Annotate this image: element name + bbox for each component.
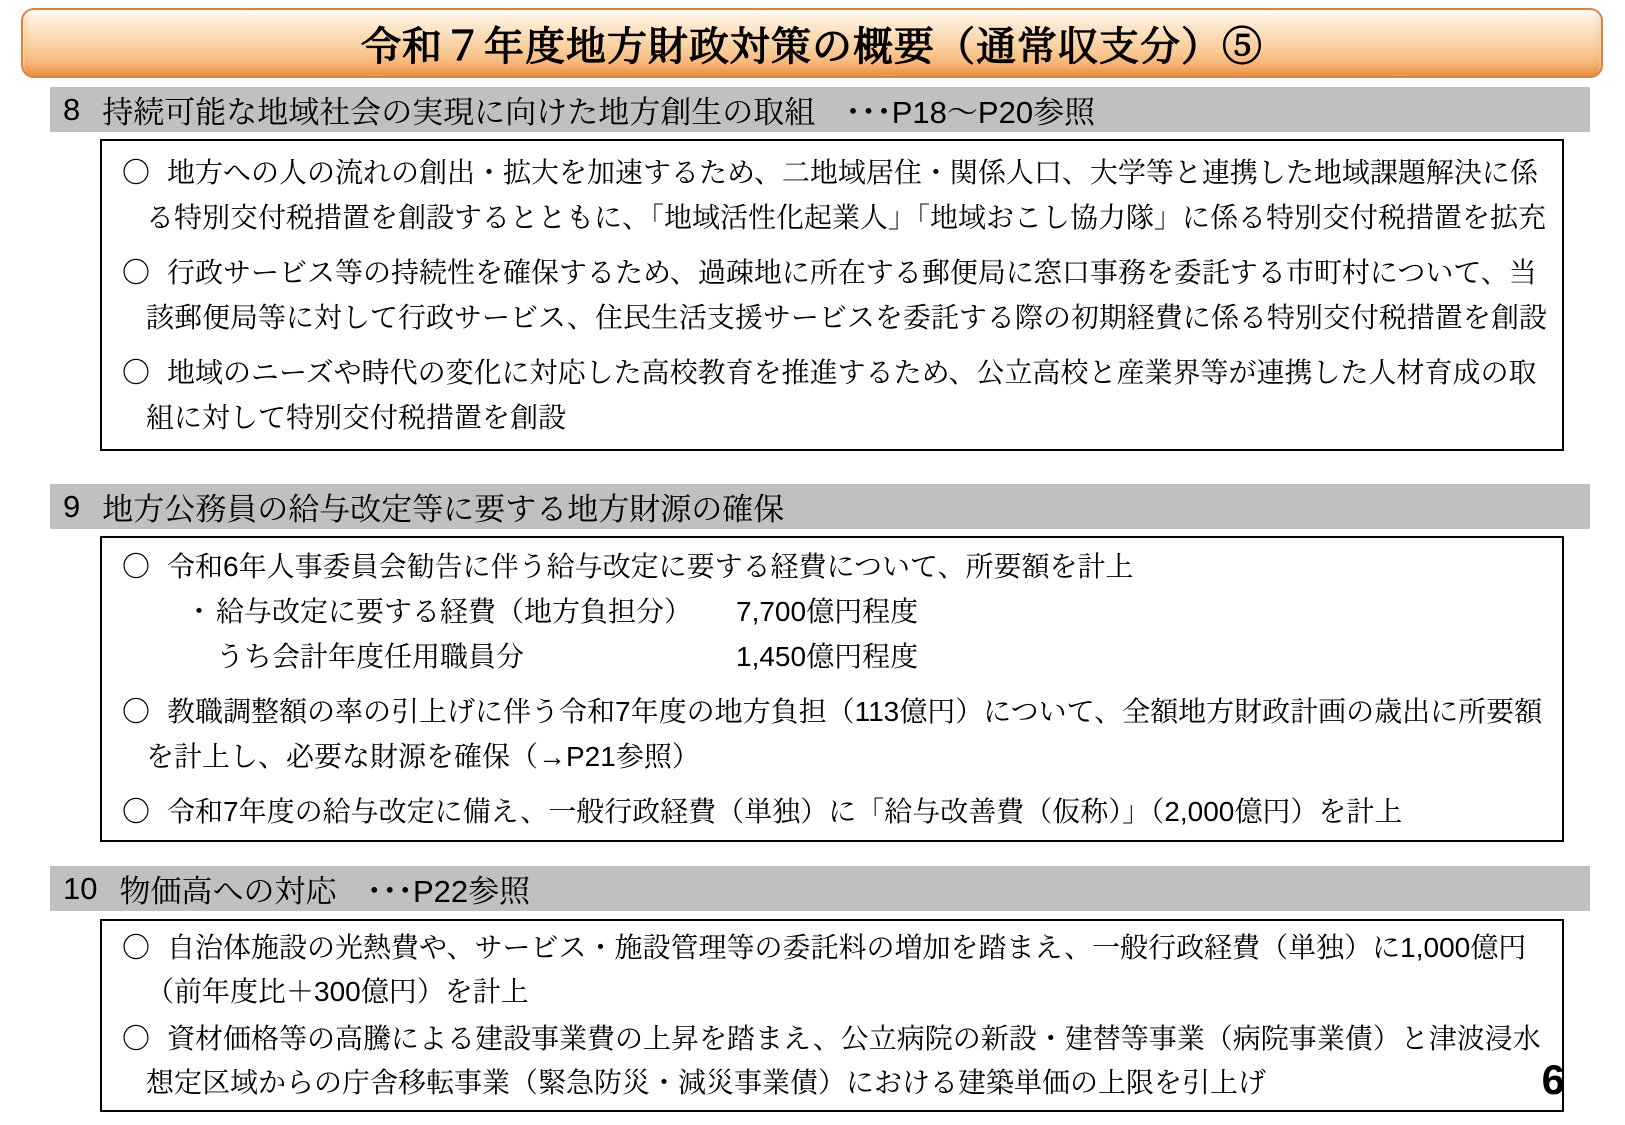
bullet-item <box>122 250 1548 340</box>
dot-bullet-icon <box>185 634 216 679</box>
bullet-item <box>122 689 1548 779</box>
sub-item-value: 7,700億円程度 <box>736 596 919 627</box>
dot-bullet-icon: ・ <box>185 596 214 627</box>
bullet-text: 令和6年人事委員会勧告に伴う給与改定に要する経費について、所要額を計上 <box>167 551 1134 582</box>
sub-item <box>185 634 1548 679</box>
section-9-header <box>50 484 1590 529</box>
bullet-text: 自治体施設の光熱費や、サービス・施設管理等の委託料の増加を踏まえ、一般行政経費（単独）に1,000億円（前年度比＋300億円）を計上 <box>146 932 1527 1007</box>
section-8-heading: 持続可能な地域社会の実現に向けた地方創生の取組 <box>102 95 816 130</box>
sub-item-value: 1,450億円程度 <box>736 641 919 672</box>
bullet-item <box>122 350 1548 440</box>
bullet-text: 令和7年度の給与改定に備え、一般行政経費（単独）に「給与改善費（仮称）」（2,000億円）を計上 <box>167 796 1403 827</box>
bullet-item <box>122 926 1548 1014</box>
circle-bullet-icon: 〇 <box>122 932 151 963</box>
circle-bullet-icon: 〇 <box>122 357 151 388</box>
sub-item-label: うち会計年度任用職員分 <box>216 641 525 672</box>
section-9-number: 9 <box>63 488 81 524</box>
circle-bullet-icon: 〇 <box>122 696 151 727</box>
circle-bullet-icon: 〇 <box>122 796 151 827</box>
sub-item <box>185 589 1548 634</box>
section-8-header <box>50 87 1590 132</box>
section-10-header <box>50 866 1590 911</box>
sub-item-label: 給与改定に要する経費（地方負担分） <box>216 596 693 627</box>
bullet-text: 地方への人の流れの創出・拡大を加速するため、二地域居住・関係人口、大学等と連携した地域課題解決に係る特別交付税措置を創設するとともに、「地域活性化起業人」「地域おこし協力隊」に係る特別交付税措置を拡充 <box>146 157 1547 233</box>
circle-bullet-icon: 〇 <box>122 257 151 288</box>
section-8-reference: ･･･P18～P20参照 <box>845 95 1096 130</box>
bullet-item <box>122 544 1548 589</box>
section-9-box <box>100 536 1564 842</box>
circle-bullet-icon: 〇 <box>122 1023 151 1054</box>
circle-bullet-icon: 〇 <box>122 551 151 582</box>
bullet-item <box>122 150 1548 240</box>
circle-bullet-icon: 〇 <box>122 157 151 188</box>
section-8-box <box>100 139 1564 451</box>
bullet-text: 行政サービス等の持続性を確保するため、過疎地に所在する郵便局に窓口事務を委託する市町村について、当該郵便局等に対して行政サービス、住民生活支援サービスを委託する際の初期経費に係る特別交付税措置を創設 <box>146 257 1547 333</box>
bullet-item <box>122 789 1548 834</box>
section-10-reference: ･･･P22参照 <box>366 874 531 909</box>
bullet-text: 資材価格等の高騰による建設事業費の上昇を踏まえ、公立病院の新設・建替等事業（病院事業債）と津波浸水想定区域からの庁舎移転事業（緊急防災・減災事業債）における建築単価の上限を引上げ <box>146 1023 1541 1098</box>
section-8-number: 8 <box>63 91 81 127</box>
section-10-number: 10 <box>63 870 98 906</box>
bullet-text: 地域のニーズや時代の変化に対応した高校教育を推進するため、公立高校と産業界等が連携した人材育成の取組に対して特別交付税措置を創設 <box>146 357 1537 433</box>
bullet-item <box>122 1017 1548 1105</box>
bullet-text: 教職調整額の率の引上げに伴う令和7年度の地方負担（113億円）について、全額地方財政計画の歳出に所要額を計上し、必要な財源を確保（→P21参照） <box>146 696 1543 772</box>
page-title: 令和７年度地方財政対策の概要（通常収支分）⑤ <box>361 24 1263 69</box>
section-10-box <box>100 919 1564 1112</box>
page-number: 6 <box>1541 1056 1565 1103</box>
section-10-heading: 物価高への対応 <box>119 874 337 909</box>
section-9-heading: 地方公務員の給与改定等に要する地方財源の確保 <box>102 492 785 527</box>
page-title-banner <box>21 8 1603 78</box>
